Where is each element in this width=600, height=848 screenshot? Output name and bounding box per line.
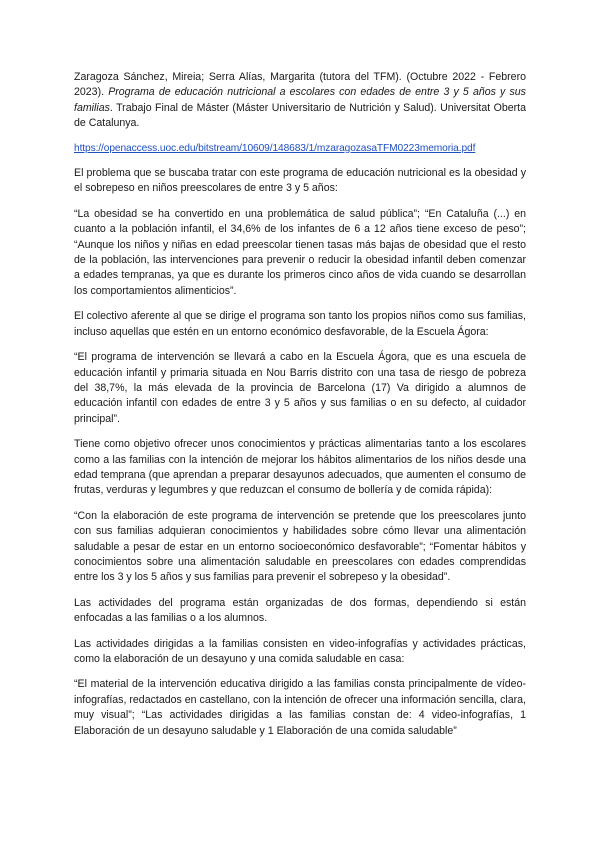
paragraph-objective: Tiene como objetivo ofrecer unos conocimientos y prácticas alimentarias tanto a los escolares como a las familias con la intención de mejorar los hábitos alimentarios de los niños desde una edad temprana (que aprendan a preparar desayunos adecuados, que aumenten el consumo de frutas, verduras y legumbres y que reduzcan el consumo de bollería y de comida rápida):: [74, 438, 526, 497]
bibliographic-reference: [74, 70, 526, 132]
paragraph-problem: El problema que se buscaba tratar con este programa de educación nutricional es la obesidad y el sobrepeso en niños preescolares de entre 3 y 5 años:: [74, 167, 526, 195]
paragraph-target-group: El colectivo aferente al que se dirige el programa son tanto los propios niños como sus familias, incluso aquellas que estén en un entorno económico desfavorable, de la Escuela Ágora:: [74, 310, 526, 338]
reference-rest: . Trabajo Final de Máster (Máster Universitario de Nutrición y Salud). Universitat Oberta de Catalunya.: [74, 101, 526, 130]
reference-title: Programa de educación nutricional a escolares con edades de entre 3 y 5 años y sus familias: [74, 86, 526, 114]
quote-family-material: “El material de la intervención educativa dirigido a las familias consta principalmente de vídeo-infografías, redactados en castellano, con la intención de ofrecer una información sencilla, clara, muy visual”; “Las actividades dirigidas a las familias constan de: 4 video-infografías, 1 Elaboración de un desayuno saludable y 1 Elaboración de una comida saludable”: [74, 678, 526, 737]
document-page: [74, 70, 526, 749]
quote-school: “El programa de intervención se llevará a cabo en la Escuela Ágora, que es una escuela de educación infantil y primaria situada en Nou Barris distrito con una tasa de riesgo de pobreza del 38,7%, la más elevada de la provincia de Barcelona (17) Va dirigido a alumnos de educación infantil con edades de entre 3 y 5 años y sus familias o en su defecto, al cuidador principal”.: [74, 351, 526, 425]
paragraph-family-activities: Las actividades dirigidas a la familias consisten en video-infografías y actividades prácticas, como la elaboración de un desayuno y una comida saludable en casa:: [74, 637, 526, 665]
quote-objective: “Con la elaboración de este programa de intervención se pretende que los preescolares junto con sus familias adquieran conocimientos y habilidades sobre cómo llevar una alimentación saludable a pesar de estar en un entorno socioeconómico desfavorable”; “Fomentar hábitos y conocimientos sobre una alimentación saludable en preescolares con edades comprendidas entre los 3 y los 5 años y sus familias para prevenir el sobrepeso y la obesidad”.: [74, 509, 526, 584]
paragraph-activities: Las actividades del programa están organizadas de dos formas, dependiendo si están enfocadas a las familias o a los alumnos.: [74, 596, 526, 625]
quote-obesity: “La obesidad se ha convertido en una problemática de salud pública”; “En Cataluña (...) en cuanto a la población infantil, el 34,6% de los infantes de 6 a 12 años tiene exceso de peso”; “Aunque los niños y niñas en edad preescolar tienen tasas más bajas de obesidad que el resto de la población, las intervenciones para prevenir o reducir la obesidad infantil deben comenzar a edades tempranas, ya que es durante los primeros cinco años de vida cuando se desarrollan los comportamientos alimenticios”.: [74, 207, 526, 297]
reference-authors: Zaragoza Sánchez, Mireia; Serra Alías, Margarita (tutora del TFM). (Octubre 2022 - Febrero 2023).: [74, 71, 526, 99]
source-link[interactable]: https://openaccess.uoc.edu/bitstream/10609/148683/1/mzaragozasaTFM0223memoria.pdf: [74, 142, 476, 154]
